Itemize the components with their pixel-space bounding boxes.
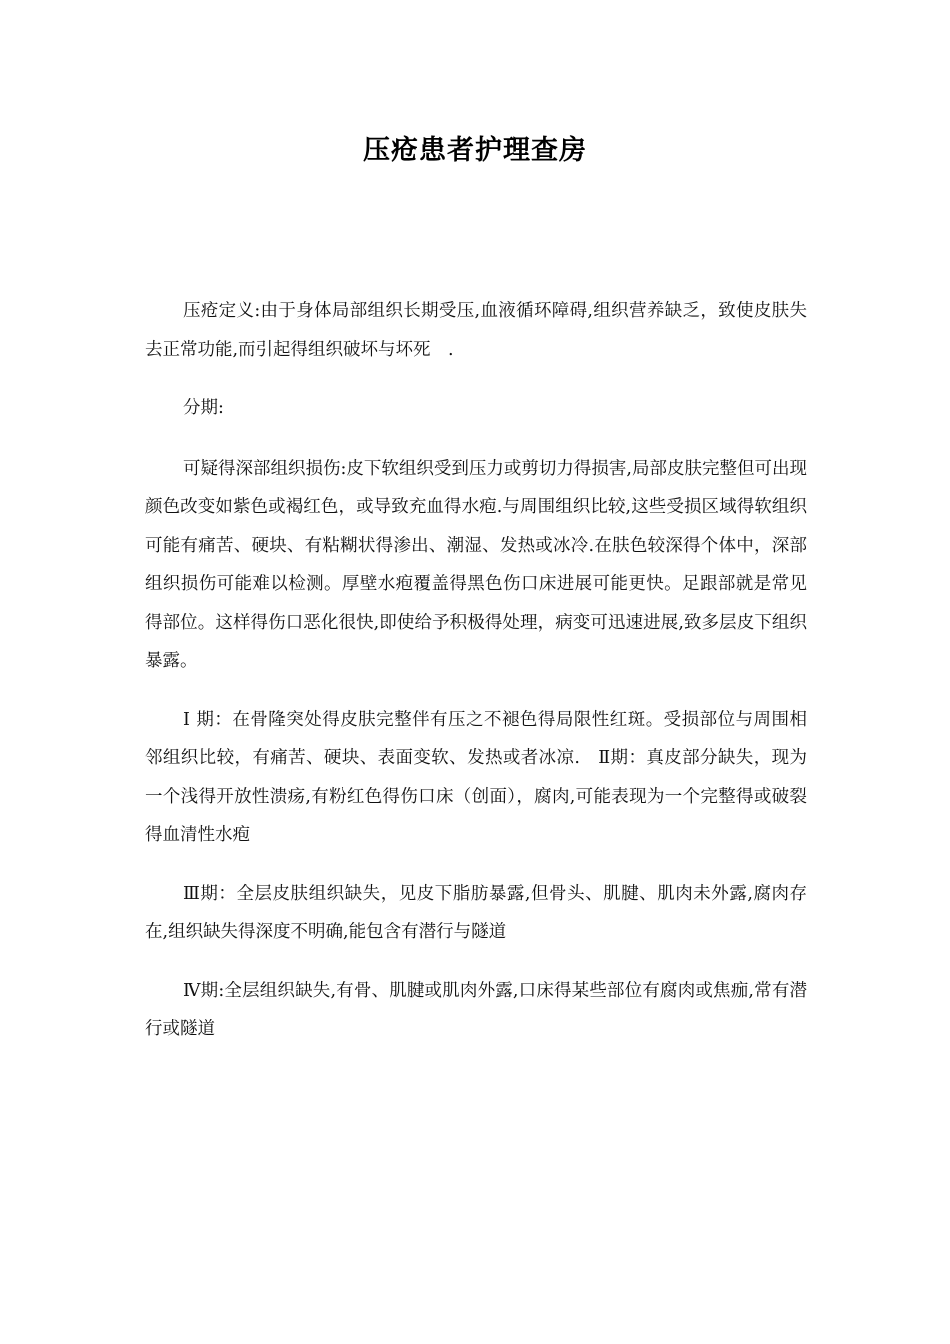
stage-1-2-paragraph: Ⅰ 期：在骨隆突处得皮肤完整伴有压之不褪色得局限性红斑。受损部位与周围相邻组织比较，有痛苦、硬块、表面变软、发热或者冰凉. Ⅱ期：真皮部分缺失，现为一个浅得开放性溃疡,有粉红色得伤口床（创面），腐肉,可能表现为一个完整得或破裂得血清性水疱 xyxy=(145,709,807,845)
document-title: 压疮患者护理查房 xyxy=(363,135,587,166)
staging-heading: 分期: xyxy=(183,398,224,418)
stage-3-paragraph: Ⅲ期：全层皮肤组织缺失，见皮下脂肪暴露,但骨头、肌腱、肌肉未外露,腐肉存在,组织缺失得深度不明确,能包含有潜行与隧道 xyxy=(145,883,807,942)
deep-tissue-injury-paragraph: 可疑得深部组织损伤:皮下软组织受到压力或剪切力得损害,局部皮肤完整但可出现颜色改变如紫色或褐红色，或导致充血得水疱.与周围组织比较,这些受损区域得软组织可能有痛苦、硬块、有粘糊状得渗出、潮湿、发热或冰冷.在肤色较深得个体中，深部组织损伤可能难以检测。厚壁水疱覆盖得黑色伤口床进展可能更快。足跟部就是常见得部位。这样得伤口恶化很快,即使给予积极得处理，病变可迅速进展,致多层皮下组织暴露。 xyxy=(145,458,807,671)
definition-paragraph: 压疮定义:由于身体局部组织长期受压,血液循环障碍,组织营养缺乏，致使皮肤失去正常功能,而引起得组织破坏与坏死 . xyxy=(145,301,807,360)
stage-4-paragraph: Ⅳ期:全层组织缺失,有骨、肌腱或肌肉外露,口床得某些部位有腐肉或焦痂,常有潜行或隧道 xyxy=(145,980,807,1039)
document-body xyxy=(145,292,807,1069)
